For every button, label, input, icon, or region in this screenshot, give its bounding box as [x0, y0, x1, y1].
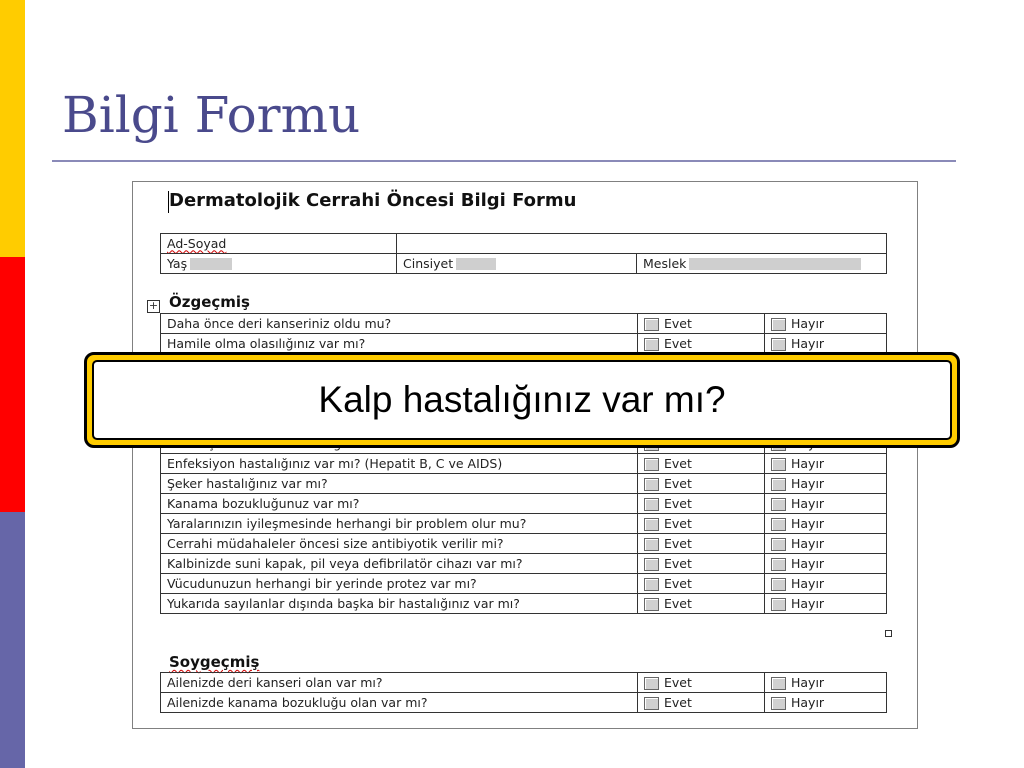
- yes-label: Evet: [664, 555, 692, 571]
- yes-option[interactable]: [638, 574, 765, 594]
- personal-info-table: [160, 233, 887, 274]
- no-label: Hayır: [791, 535, 825, 551]
- table-row: [161, 574, 887, 594]
- yes-option[interactable]: [638, 594, 765, 614]
- yes-label: Evet: [664, 335, 692, 351]
- no-checkbox[interactable]: [771, 478, 786, 491]
- no-option[interactable]: [765, 574, 887, 594]
- age-cell[interactable]: [161, 254, 397, 274]
- no-checkbox[interactable]: [771, 458, 786, 471]
- no-label: Hayır: [791, 335, 825, 351]
- table-resize-handle[interactable]: [885, 630, 892, 637]
- no-option[interactable]: [765, 494, 887, 514]
- no-label: Hayır: [791, 694, 825, 710]
- table-row: [161, 693, 887, 713]
- yes-checkbox[interactable]: [644, 498, 659, 511]
- no-checkbox[interactable]: [771, 578, 786, 591]
- highlight-callout: [84, 352, 960, 448]
- form-title: Dermatolojik Cerrahi Öncesi Bilgi Formu: [169, 190, 577, 211]
- question-cell: Ailenizde deri kanseri olan var mı?: [161, 673, 638, 693]
- yes-checkbox[interactable]: [644, 598, 659, 611]
- soygecmis-table: [160, 672, 887, 713]
- slide-title: Bilgi Formu: [62, 86, 361, 144]
- yes-option[interactable]: [638, 673, 765, 693]
- no-checkbox[interactable]: [771, 697, 786, 710]
- name-cell[interactable]: [161, 234, 397, 254]
- yes-label: Evet: [664, 535, 692, 551]
- table-row: [161, 494, 887, 514]
- yes-checkbox[interactable]: [644, 697, 659, 710]
- no-option[interactable]: [765, 594, 887, 614]
- job-input-field[interactable]: [689, 258, 861, 270]
- question-cell: Cerrahi müdahaleler öncesi size antibiyotik verilir mi?: [161, 534, 638, 554]
- question-cell: Kalbinizde suni kapak, pil veya defibrilatör cihazı var mı?: [161, 554, 638, 574]
- table-row: [161, 474, 887, 494]
- no-option[interactable]: [765, 554, 887, 574]
- question-cell: Yukarıda sayılanlar dışında başka bir hastalığınız var mı?: [161, 594, 638, 614]
- table-row: [161, 594, 887, 614]
- no-checkbox[interactable]: [771, 338, 786, 351]
- table-row: [161, 673, 887, 693]
- no-option[interactable]: [765, 534, 887, 554]
- no-checkbox[interactable]: [771, 538, 786, 551]
- accent-stripe-yellow: [0, 0, 25, 257]
- no-option[interactable]: [765, 693, 887, 713]
- soygecmis-heading: Soygeçmiş: [169, 653, 260, 671]
- question-cell: Hamile olma olasılığınız var mı?: [161, 334, 638, 354]
- no-label: Hayır: [791, 315, 825, 331]
- no-label: Hayır: [791, 674, 825, 690]
- no-label: Hayır: [791, 515, 825, 531]
- ozgecmis-heading: Özgeçmiş: [169, 293, 250, 311]
- yes-label: Evet: [664, 315, 692, 331]
- yes-checkbox[interactable]: [644, 518, 659, 531]
- table-row: [161, 514, 887, 534]
- yes-option[interactable]: [638, 514, 765, 534]
- yes-checkbox[interactable]: [644, 538, 659, 551]
- no-label: Hayır: [791, 595, 825, 611]
- question-cell: Daha önce deri kanseriniz oldu mu?: [161, 314, 638, 334]
- age-input-field[interactable]: [190, 258, 232, 270]
- table-move-handle-icon[interactable]: +: [148, 299, 159, 312]
- yes-option[interactable]: [638, 534, 765, 554]
- no-option[interactable]: [765, 514, 887, 534]
- table-row: [161, 554, 887, 574]
- no-checkbox[interactable]: [771, 677, 786, 690]
- no-label: Hayır: [791, 555, 825, 571]
- name-value-field[interactable]: [397, 234, 887, 254]
- table-row: [161, 314, 887, 334]
- table-row: [161, 334, 887, 354]
- yes-label: Evet: [664, 575, 692, 591]
- yes-option[interactable]: [638, 314, 765, 334]
- yes-option[interactable]: [638, 334, 765, 354]
- yes-label: Evet: [664, 515, 692, 531]
- age-label: Yaş: [167, 255, 188, 271]
- accent-stripe-purple: [0, 512, 25, 768]
- gender-input-field[interactable]: [456, 258, 496, 270]
- question-cell: Ailenizde kanama bozukluğu olan var mı?: [161, 693, 638, 713]
- yes-label: Evet: [664, 475, 692, 491]
- yes-option[interactable]: [638, 474, 765, 494]
- yes-checkbox[interactable]: [644, 338, 659, 351]
- no-option[interactable]: [765, 454, 887, 474]
- yes-checkbox[interactable]: [644, 558, 659, 571]
- gender-cell[interactable]: [397, 254, 637, 274]
- table-row: [161, 534, 887, 554]
- yes-label: Evet: [664, 595, 692, 611]
- yes-checkbox[interactable]: [644, 578, 659, 591]
- question-cell: Şeker hastalığınız var mı?: [161, 474, 638, 494]
- yes-option[interactable]: [638, 554, 765, 574]
- question-cell: Kanama bozukluğunuz var mı?: [161, 494, 638, 514]
- no-option[interactable]: [765, 673, 887, 693]
- table-row: [161, 454, 887, 474]
- yes-option[interactable]: [638, 494, 765, 514]
- yes-checkbox[interactable]: [644, 318, 659, 331]
- no-label: Hayır: [791, 495, 825, 511]
- callout-text: Kalp hastalığınız var mı?: [92, 360, 952, 440]
- yes-option[interactable]: [638, 454, 765, 474]
- table-row: [161, 234, 887, 254]
- job-cell[interactable]: [637, 254, 887, 274]
- accent-stripe-red: [0, 257, 25, 512]
- gender-label: Cinsiyet: [403, 255, 454, 271]
- no-checkbox[interactable]: [771, 558, 786, 571]
- title-divider: [52, 160, 956, 162]
- no-label: Hayır: [791, 575, 825, 591]
- yes-checkbox[interactable]: [644, 478, 659, 491]
- job-label: Meslek: [643, 255, 687, 271]
- yes-checkbox[interactable]: [644, 677, 659, 690]
- yes-label: Evet: [664, 455, 692, 471]
- question-cell: Enfeksiyon hastalığınız var mı? (Hepatit B, C ve AIDS): [161, 454, 638, 474]
- form-document: [132, 181, 918, 729]
- no-option[interactable]: [765, 314, 887, 334]
- no-label: Hayır: [791, 455, 825, 471]
- question-cell: Yaralarınızın iyileşmesinde herhangi bir problem olur mu?: [161, 514, 638, 534]
- no-option[interactable]: [765, 334, 887, 354]
- yes-checkbox[interactable]: [644, 458, 659, 471]
- yes-label: Evet: [664, 694, 692, 710]
- no-option[interactable]: [765, 474, 887, 494]
- no-checkbox[interactable]: [771, 318, 786, 331]
- question-cell: Vücudunuzun herhangi bir yerinde protez var mı?: [161, 574, 638, 594]
- yes-label: Evet: [664, 495, 692, 511]
- no-checkbox[interactable]: [771, 498, 786, 511]
- name-label: Ad-Soyad: [167, 235, 227, 251]
- no-checkbox[interactable]: [771, 598, 786, 611]
- no-label: Hayır: [791, 475, 825, 491]
- yes-label: Evet: [664, 674, 692, 690]
- table-row: [161, 254, 887, 274]
- yes-option[interactable]: [638, 693, 765, 713]
- no-checkbox[interactable]: [771, 518, 786, 531]
